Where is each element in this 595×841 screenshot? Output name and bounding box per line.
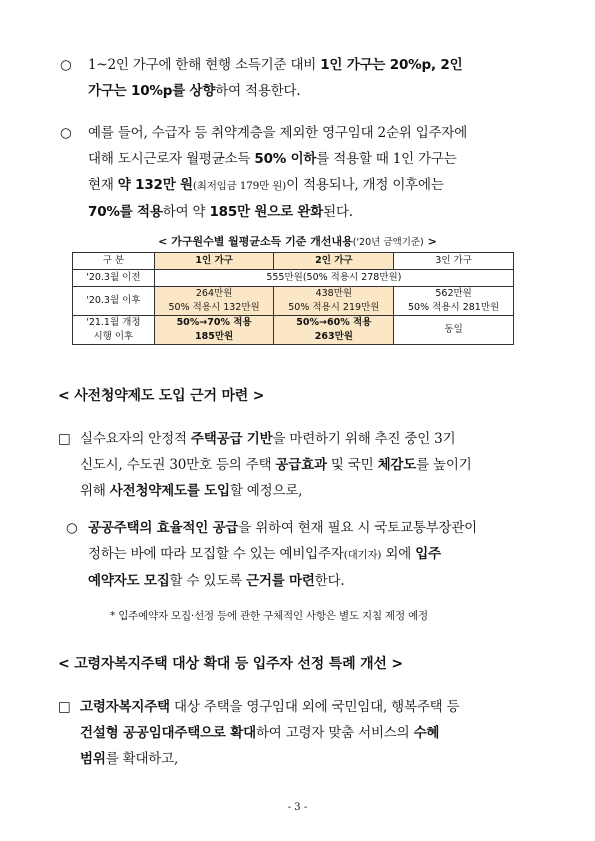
bold-text: 1인 가구는 20%p, 2인 [320,57,463,73]
caption-end: > [423,235,437,248]
cell-line: 185만원 [195,331,234,342]
text: 위해 [80,483,110,499]
table-cell [394,287,514,316]
bold-text: 체감도 [377,457,417,473]
paragraph-income-raise [60,52,540,104]
bold-text: 공급효과 [275,457,327,473]
cell-line: 50% 적용시 219만원 [288,302,380,313]
bold-text: 건설형 공공임대주택으로 확대 [80,725,256,741]
bold-text: 예약자도 모집 [88,573,170,589]
text: 된다. [323,204,353,220]
caption-title: < 가구원수별 월평균소득 기준 개선내용 [158,235,353,248]
row-label: '20.3월 이전 [73,270,155,287]
paragraph-elderly-housing [58,694,548,772]
bold-text: 70%를 적용 [88,204,163,220]
paragraph-reservation [66,515,546,594]
small-text: (대기자) [343,549,382,561]
text: 정하는 바에 따라 모집할 수 있는 예비입주자 [88,546,344,562]
cell-line: 562만원 [435,288,472,299]
header-cell: 구 분 [73,253,155,270]
text: 신도시, 수도권 30만호 등의 주택 [80,457,276,473]
text: 대해 도시근로자 월평균소득 [88,151,255,167]
bold-text: 가구는 10%p를 상향 [88,83,216,99]
table-caption [0,233,595,249]
bold-text: 약 132만 원 [117,177,193,193]
bold-text: 고령자복지주택 [80,699,170,715]
caption-note: ('20년 금액기준) [352,237,424,248]
header-cell: 2인 가구 [274,253,394,270]
cell-line: 50%→70% 적용 [176,317,252,328]
bold-text: 입주 [415,546,441,562]
text: 를 적용할 때 1인 가구는 [316,151,457,167]
cell-line: 시행 이후 [93,331,134,342]
circle-bullet-icon: ○ [60,57,72,73]
table-cell: 555만원(50% 적용시 278만원) [154,270,513,287]
text: 한다. [314,573,345,589]
bold-text: 185만 원으로 완화 [209,204,324,220]
text: 외에 [381,546,416,562]
text: 하여 고령자 맞춤 서비스의 [255,725,414,741]
text: 대상 주택을 영구임대 외에 국민임대, 행복주택 등 [169,699,460,715]
bold-text: 수혜 [413,725,440,741]
header-cell: 3인 가구 [394,253,514,270]
section-heading-elderly-housing: < 고령자복지주택 대상 확대 등 입주자 선정 특례 개선 > [58,656,403,672]
bold-text: 사전청약제도를 도입 [109,483,230,499]
text: 및 국민 [326,457,378,473]
row-label: '20.3월 이후 [73,287,155,316]
paragraph-pre-subscription [58,426,548,504]
table-cell [274,287,394,316]
text: 를 확대하고, [105,751,179,767]
table-cell [274,316,394,345]
paragraph-example [60,120,550,225]
cell-line: 50% 적용시 132만원 [168,302,260,313]
bold-text: 주택공급 기반 [190,431,273,447]
text: 하여 약 [162,204,210,220]
section-heading-pre-subscription: < 사전청약제도 도입 근거 마련 > [58,388,265,404]
bold-text: 범위 [80,751,106,767]
table-row [73,287,514,316]
bold-text: 공공주택의 효율적인 공급 [88,520,239,536]
text: 현재 [88,177,118,193]
header-cell: 1인 가구 [154,253,274,270]
text: 할 수 있도록 [169,573,247,589]
circle-bullet-icon: ○ [66,520,78,536]
cell-line: '21.1월 개정 [86,317,141,328]
small-text: (최저임금 179만 원) [192,180,287,192]
cell-line: 438만원 [315,288,353,299]
page-number: - 3 - [287,802,308,813]
square-bullet-icon: □ [58,699,71,715]
table-row [73,316,514,345]
bold-text: 근거를 마련 [246,573,315,589]
cell-line: 50% 적용시 281만원 [408,302,500,313]
text-line: 예를 들어, 수급자 등 취약계층을 제외한 영구임대 2순위 입주자에 [88,125,468,141]
table-cell [154,316,274,345]
cell-line: 263만원 [314,331,353,342]
table-row [73,270,514,287]
text: 을 마련하기 위해 추진 중인 3기 [272,431,456,447]
text: 를 높이기 [416,457,472,473]
text: 1~2인 가구에 한해 현행 소득기준 대비 [88,57,321,73]
table-cell [154,287,274,316]
table-cell: 동일 [394,316,514,345]
row-label [73,316,155,345]
cell-line: 50%→60% 적용 [296,317,372,328]
bold-text: 50% 이하 [254,151,317,167]
square-bullet-icon: □ [58,431,71,447]
footnote: * 입주예약자 모집·선정 등에 관한 구체적인 사항은 별도 지침 제정 예정 [110,610,428,622]
text: 하여 적용한다. [215,83,301,99]
table-header-row [73,253,514,270]
cell-line: 264만원 [195,288,233,299]
text: 이 적용되나, 개정 이후에는 [286,177,444,193]
income-standard-table [72,252,514,345]
text: 할 예정으로, [229,483,303,499]
text: 을 위하여 현재 필요 시 국토교통부장관이 [238,520,478,536]
circle-bullet-icon: ○ [60,125,72,141]
text: 실수요자의 안정적 [80,431,191,447]
